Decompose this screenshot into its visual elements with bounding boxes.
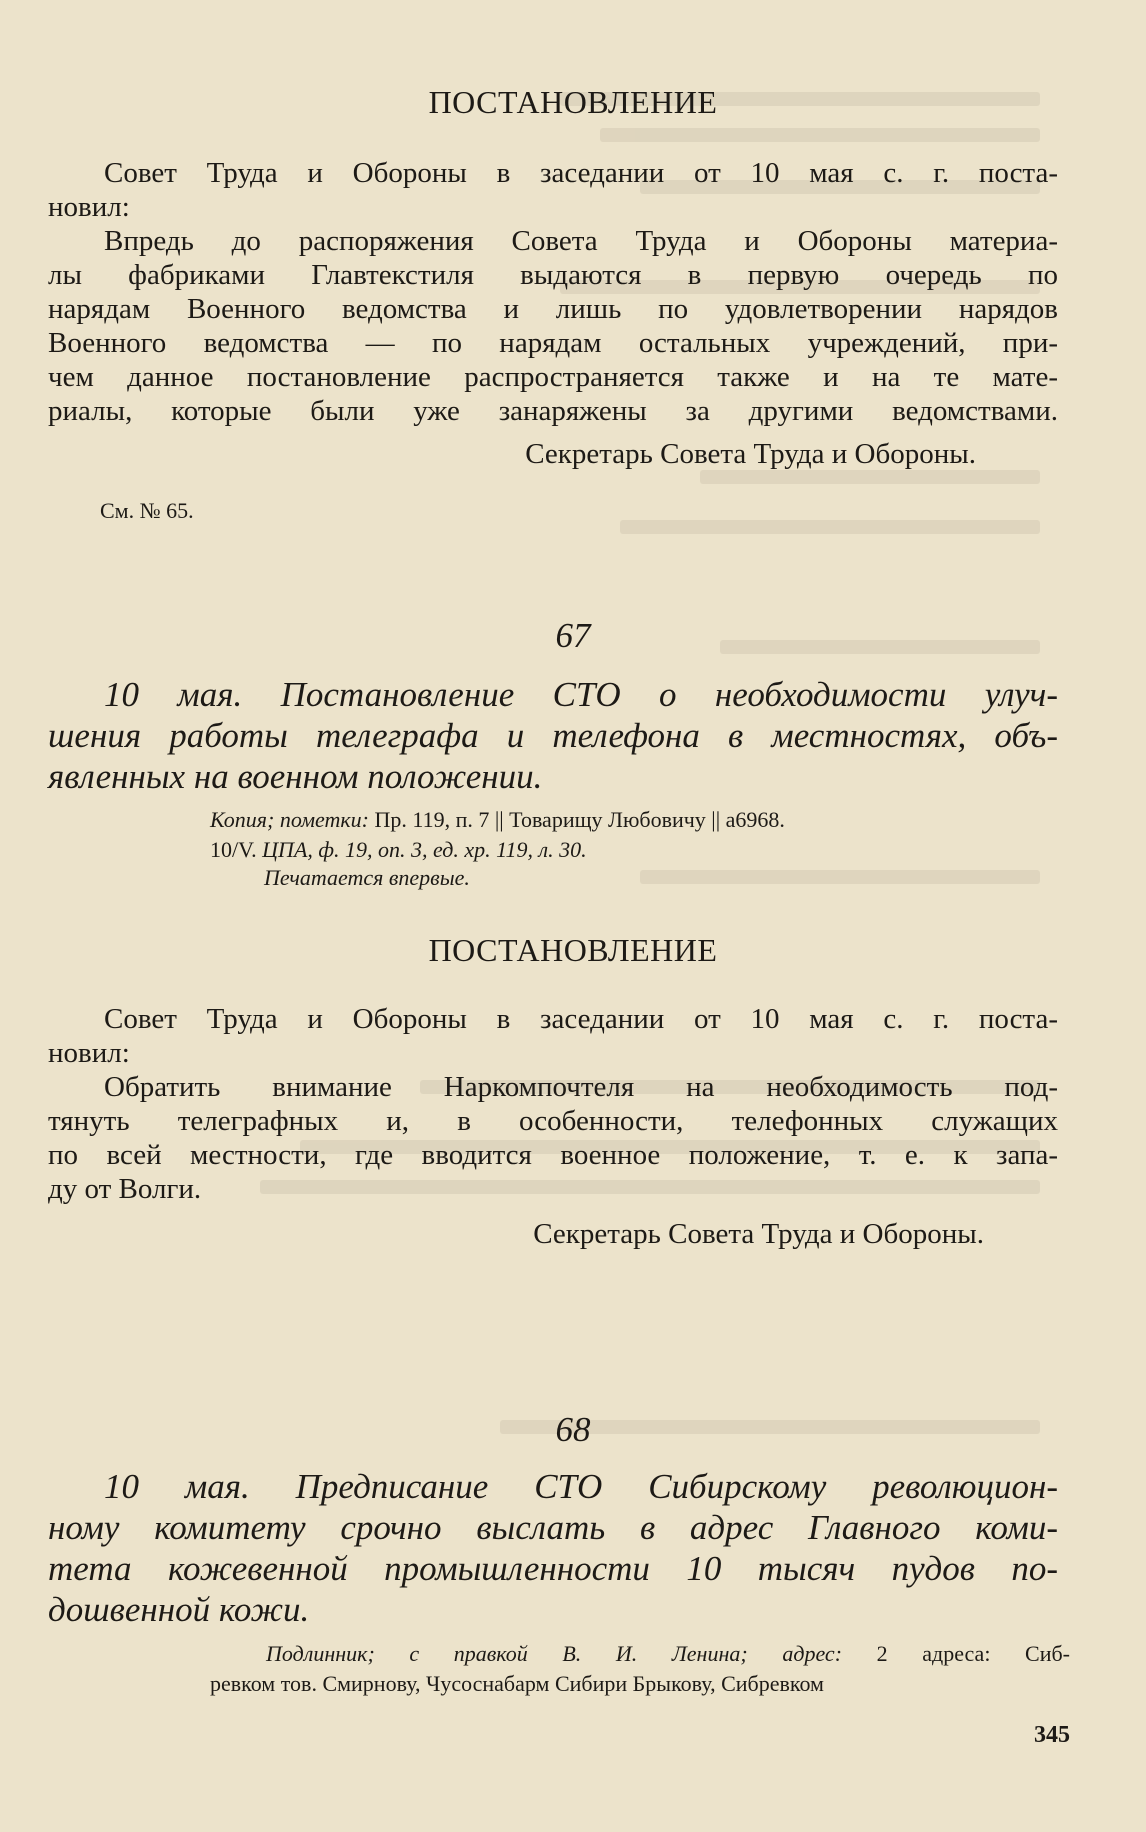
text-line: тянуть телеграфных и, в особенности, телефонных служащих (48, 1105, 1058, 1137)
heading-line: 10 мая. Предписание СТО Сибирскому революцион- (104, 1467, 1058, 1506)
resolution-2-text (48, 1002, 1058, 1206)
resolution-1-text (48, 156, 1058, 428)
text-line: ду от Волги. (48, 1173, 202, 1205)
text-line: новил: (48, 1037, 130, 1069)
print-note: Печатается впервые. (264, 865, 470, 890)
text-line: чем данное постановление распространяется также и на те мате- (48, 361, 1058, 393)
text-line: Совет Труда и Обороны в заседании от 10 мая с. г. поста- (104, 1003, 1058, 1035)
document-67-archive (210, 836, 587, 864)
document-68-heading (48, 1466, 1058, 1630)
text-line: нарядам Военного ведомства и лишь по удовлетворении нарядов (48, 293, 1058, 325)
heading-line: шения работы телеграфа и телефона в местностях, объ- (48, 716, 1058, 755)
archive-reference: ЦПА, ф. 19, оп. 3, ед. хр. 119, л. 30. (262, 837, 587, 862)
document-67-source (210, 806, 1058, 834)
document-68-source (266, 1640, 1070, 1668)
see-also-reference: См. № 65. (100, 498, 194, 523)
heading-line: ному комитету срочно выслать в адрес Главного коми- (48, 1508, 1058, 1547)
source-label: Копия; пометки: (210, 807, 370, 832)
text-line: Впредь до распоряжения Совета Труда и Обороны материа- (104, 225, 1058, 257)
resolution-title-1: ПОСТАНОВЛЕНИЕ (428, 84, 718, 120)
text-line: новил: (48, 191, 130, 223)
text-line: риалы, которые были уже занаряжены за другими ведомствами. (48, 395, 1058, 427)
text-line: Обратить внимание Наркомпочтеля на необходимость под- (104, 1071, 1058, 1103)
document-number-68: 68 (555, 1410, 591, 1449)
page-number: 345 (1034, 1722, 1070, 1748)
text-line: Совет Труда и Обороны в заседании от 10 мая с. г. поста- (104, 157, 1058, 189)
heading-line: дошвенной кожи. (48, 1590, 310, 1629)
text-line: Военного ведомства — по нарядам остальных учреждений, при- (48, 327, 1058, 359)
archive-prefix: 10/V. (210, 837, 257, 862)
document-67-heading (48, 674, 1058, 797)
source-label: Подлинник; с правкой В. И. Ленина; адрес: (266, 1641, 843, 1666)
source-text: Пр. 119, п. 7 || Товарищу Любовичу || а6968. (374, 807, 785, 832)
signature-1: Секретарь Совета Труда и Обороны. (525, 438, 976, 470)
text-line: по всей местности, где вводится военное положение, т. е. к запа- (48, 1139, 1058, 1171)
text-line: лы фабриками Главтекстиля выдаются в первую очередь по (48, 259, 1058, 291)
document-68-source-line-2: ревком тов. Смирнову, Чусоснабарм Сибири Брыкову, Сибревком (210, 1671, 824, 1696)
document-number-67: 67 (555, 616, 591, 655)
heading-line: явленных на военном положении. (48, 757, 543, 796)
heading-line: 10 мая. Постановление СТО о необходимости улуч- (104, 675, 1058, 714)
source-text: 2 адреса: Сиб- (876, 1641, 1071, 1666)
signature-2: Секретарь Совета Труда и Обороны. (533, 1218, 984, 1250)
heading-line: тета кожевенной промышленности 10 тысяч пудов по- (48, 1549, 1058, 1588)
resolution-title-2: ПОСТАНОВЛЕНИЕ (428, 932, 718, 968)
